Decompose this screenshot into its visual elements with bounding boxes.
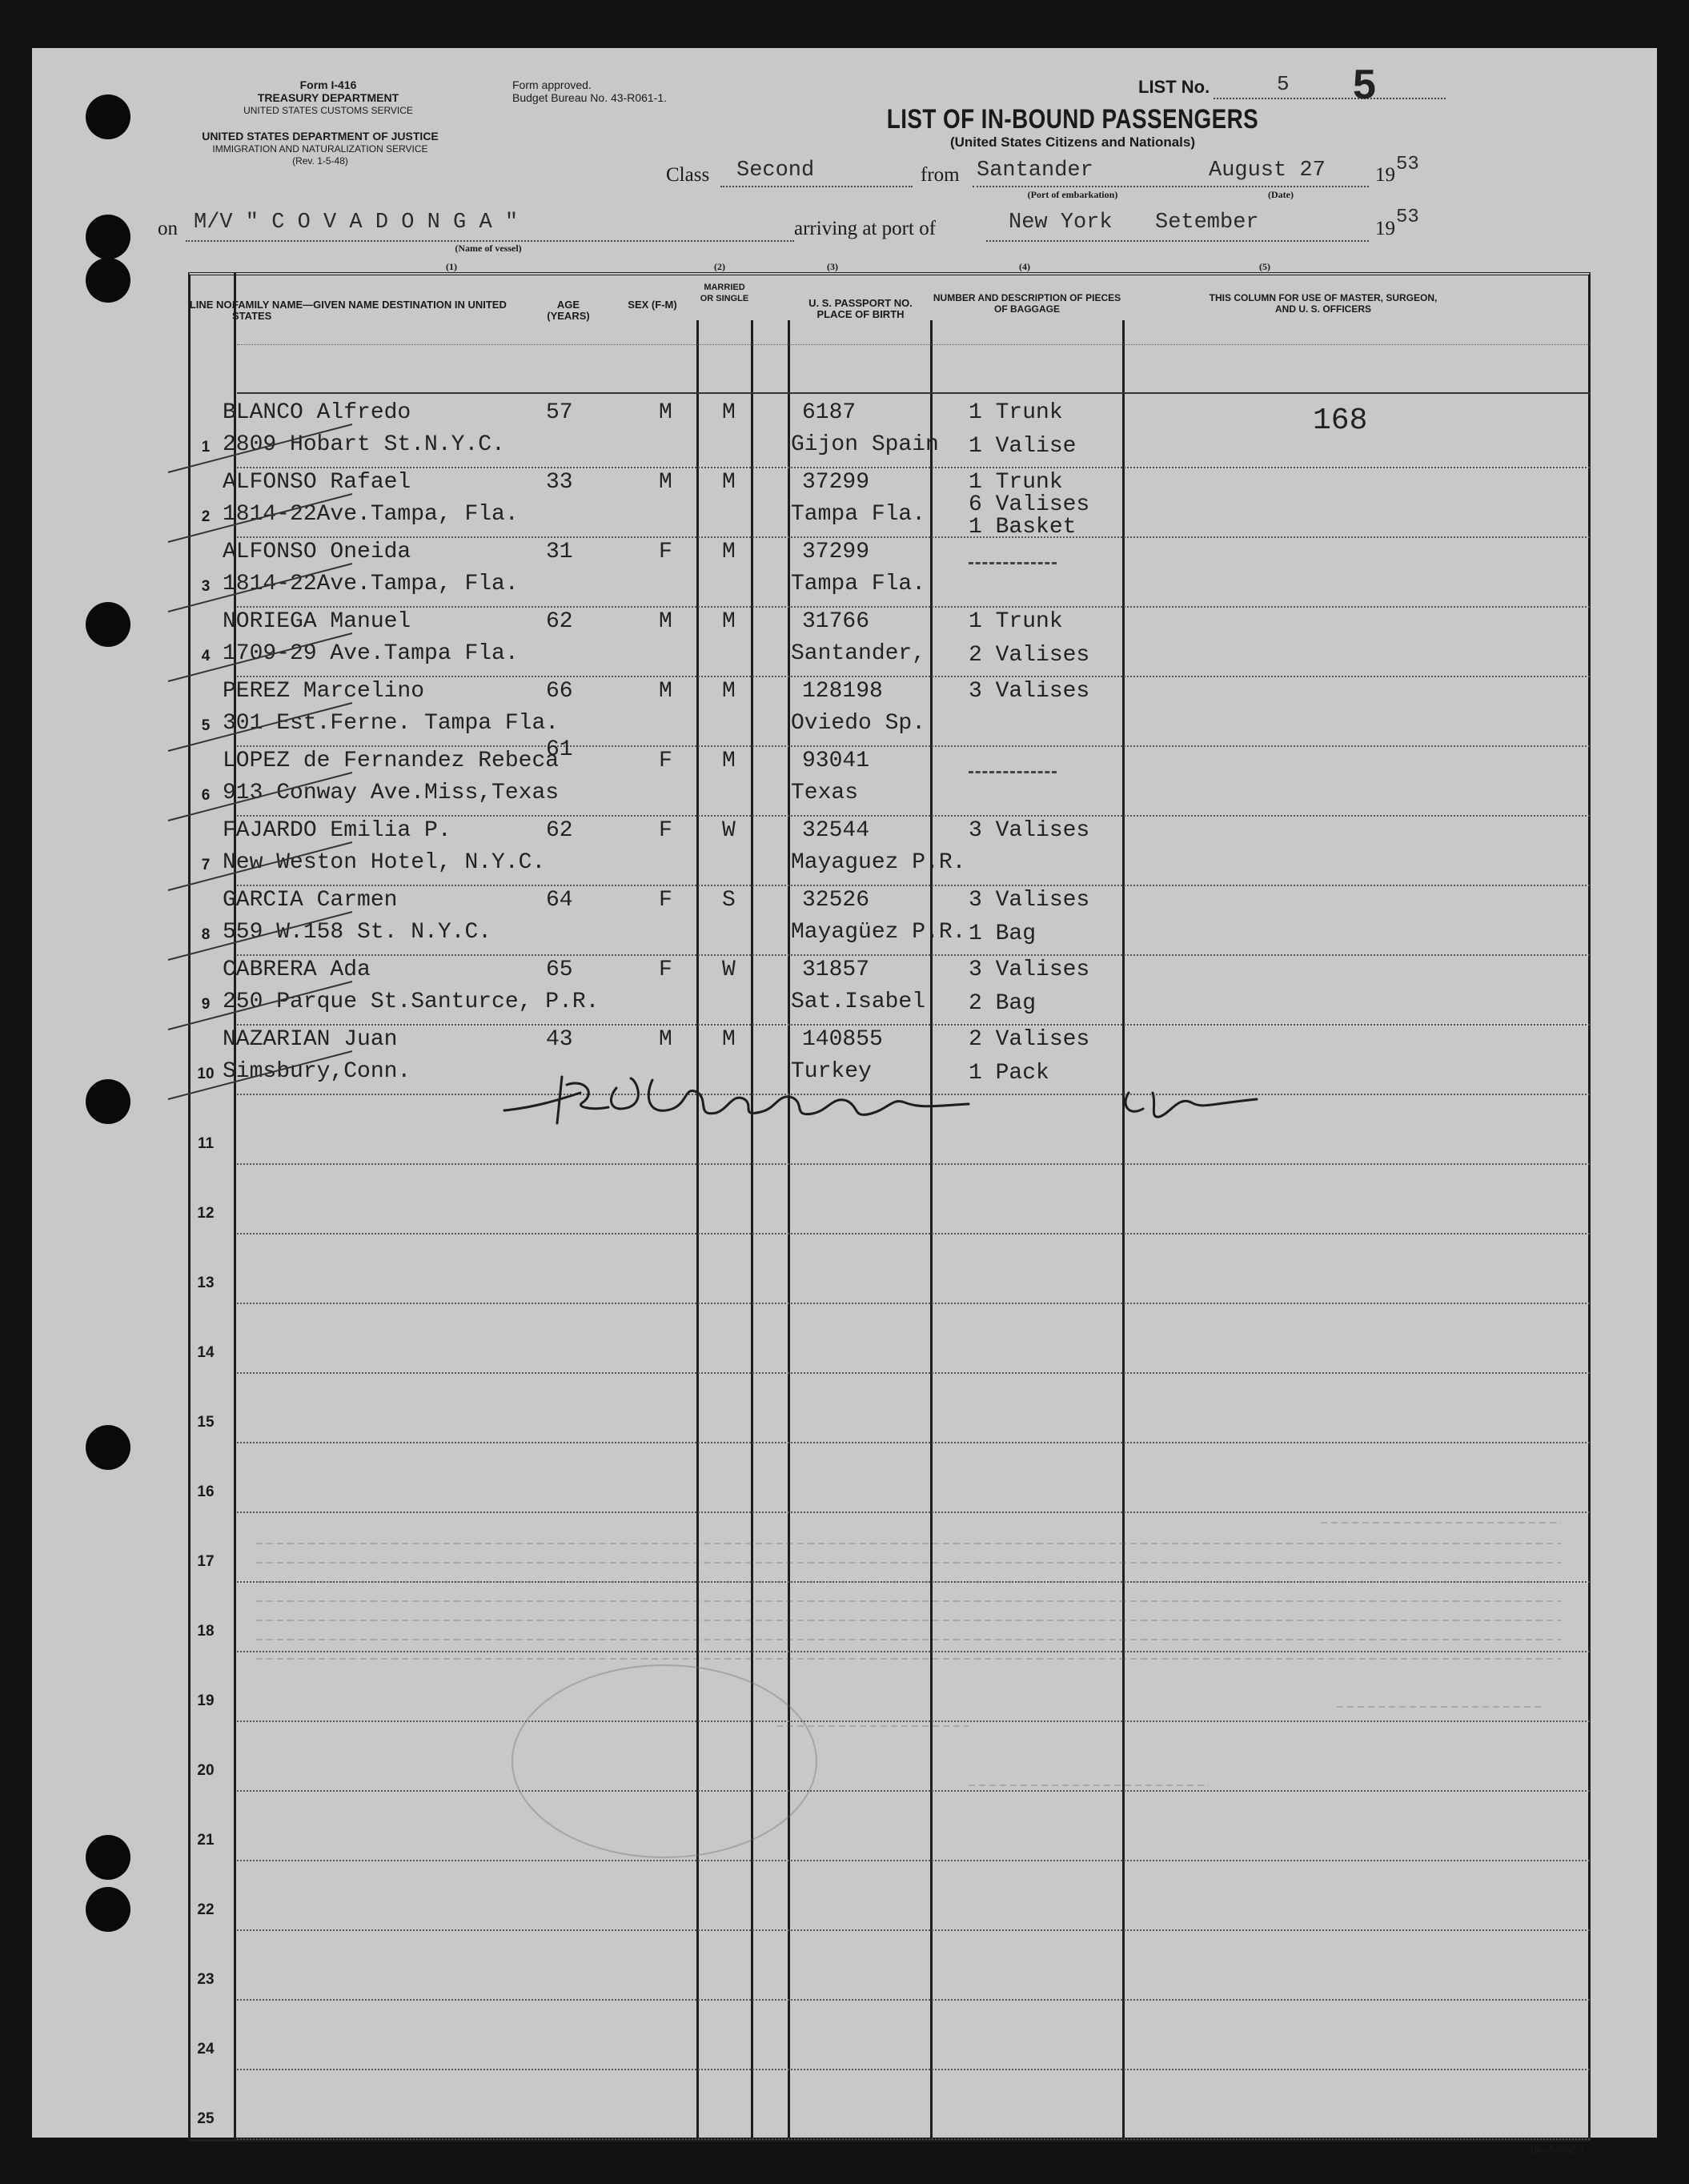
punch-hole: [86, 215, 130, 259]
form-approved: Form approved.: [512, 78, 592, 91]
row-rule: [237, 1024, 1590, 1026]
arrival-line: [986, 240, 1369, 242]
birth-place: Oviedo Sp.: [791, 711, 926, 736]
passenger-name: CABRERA Ada: [223, 958, 371, 982]
row-rule: [237, 1233, 1590, 1235]
passenger-sex: M: [659, 470, 672, 495]
baggage-item: 2 Valises: [969, 643, 1090, 668]
line-number: 23: [197, 1971, 215, 1988]
col-head-age: AGE (YEARS): [547, 299, 590, 322]
passenger-name: LOPEZ de Fernandez Rebeca: [223, 749, 560, 773]
passport-number: 37299: [802, 470, 870, 495]
row-rule: [237, 1303, 1590, 1304]
col-num-3: (3): [827, 261, 838, 272]
row-rule: [237, 745, 1590, 747]
passport-number: 93041: [802, 749, 870, 773]
revision: (Rev. 1-5-48): [292, 155, 348, 167]
birth-place: Sat.Isabel: [791, 990, 926, 1014]
baggage-item: 1 Valise: [969, 434, 1077, 459]
passenger-age: 33: [546, 470, 573, 495]
header-bottom-rule: [237, 392, 1590, 394]
row-rule: [237, 2138, 1590, 2140]
row-rule: [237, 2069, 1590, 2070]
line-number: 24: [197, 2041, 215, 2058]
row-rule: [237, 885, 1590, 886]
col-num-1: (1): [446, 261, 457, 272]
vessel-caption: (Name of vessel): [455, 243, 522, 254]
year-value: 53: [1396, 154, 1419, 175]
vessel-value: M/V " C O V A D O N G A ": [194, 211, 519, 235]
col-head-baggage: NUMBER AND DESCRIPTION OF PIECES OF BAGGAGE: [933, 292, 1121, 315]
row-rule: [237, 1999, 1590, 2001]
col-head-line: LINE NO.: [189, 299, 235, 311]
check-mark-line: [168, 1051, 352, 1099]
check-mark-line: [168, 842, 352, 890]
justice-dept: UNITED STATES DEPARTMENT OF JUSTICE: [202, 130, 439, 143]
passenger-name: NORIEGA Manuel: [223, 609, 411, 634]
row-rule: [237, 1442, 1590, 1443]
birth-place: Gijon Spain: [791, 432, 939, 457]
line-number: 18: [197, 1623, 215, 1640]
row-rule: [237, 536, 1590, 538]
line-number: 17: [197, 1553, 215, 1570]
birth-place: Tampa Fla.: [791, 572, 926, 596]
passenger-age: 31: [546, 540, 573, 564]
check-mark-line: [168, 982, 352, 1030]
punch-hole: [86, 1887, 130, 1932]
passport-number: 128198: [802, 679, 883, 704]
line-number: 1: [201, 439, 211, 456]
birth-place: Santander,: [791, 641, 926, 666]
baggage-item: 6 Valises: [969, 492, 1090, 517]
list-no-stamp: 5: [1353, 62, 1376, 108]
year-prefix: 19: [1375, 164, 1395, 186]
passenger-sex: M: [659, 679, 672, 704]
passenger-address: 1709-29 Ave.Tampa Fla.: [223, 641, 519, 666]
form-number: Form I-416: [299, 78, 357, 91]
baggage-item: 3 Valises: [969, 818, 1090, 843]
row-rule: [237, 606, 1590, 608]
port-caption: (Port of embarkation): [1027, 189, 1118, 200]
line-number: 3: [201, 578, 211, 595]
passenger-marital: M: [722, 540, 736, 564]
baggage-item: 2 Valises: [969, 1027, 1090, 1052]
passport-number: 31857: [802, 958, 870, 982]
punch-hole: [86, 602, 130, 647]
row-rule: [237, 676, 1590, 677]
passenger-marital: W: [722, 958, 736, 982]
passenger-sex: F: [659, 958, 672, 982]
passenger-name: PEREZ Marcelino: [223, 679, 425, 704]
customs-service: UNITED STATES CUSTOMS SERVICE: [243, 105, 413, 116]
baggage-dash: [969, 562, 1057, 564]
passenger-address: 250 Parque St.Santurce, P.R.: [223, 990, 600, 1014]
passenger-address: 913 Conway Ave.Miss,Texas: [223, 781, 560, 805]
passport-number: 140855: [802, 1027, 883, 1052]
line-number: 21: [197, 1832, 215, 1849]
col-num-4: (4): [1019, 261, 1030, 272]
check-marks: [152, 392, 392, 1193]
row-rule: [237, 1163, 1590, 1165]
arrival-year: 53: [1396, 207, 1419, 228]
punch-hole: [86, 1425, 130, 1470]
line-number: 8: [201, 926, 211, 943]
passenger-address: New Weston Hotel, N.Y.C.: [223, 850, 546, 875]
passenger-address: 1814-22Ave.Tampa, Fla.: [223, 572, 519, 596]
passenger-address: 2809 Hobart St.N.Y.C.: [223, 432, 505, 457]
line-number: 19: [197, 1692, 215, 1709]
baggage-item: 3 Valises: [969, 679, 1090, 704]
date-caption: (Date): [1268, 189, 1294, 200]
page-title: LIST OF IN-BOUND PASSENGERS: [886, 104, 1259, 134]
line-number: 10: [197, 1066, 215, 1082]
birth-place: Tampa Fla.: [791, 502, 926, 527]
date-value: August 27: [1209, 159, 1326, 183]
baggage-item: 1 Basket: [969, 515, 1077, 540]
passport-number: 6187: [802, 400, 857, 425]
passenger-name: NAZARIAN Juan: [223, 1027, 398, 1052]
passenger-address: 559 W.158 St. N.Y.C.: [223, 920, 492, 945]
check-mark-line: [168, 703, 352, 751]
baggage-item: 1 Bag: [969, 921, 1037, 946]
passenger-age: 65: [546, 958, 573, 982]
passport-number: 37299: [802, 540, 870, 564]
class-value: Second: [736, 159, 815, 183]
page-subtitle: (United States Citizens and Nationals): [949, 134, 1196, 150]
line-number: 25: [197, 2110, 215, 2127]
from-label: from: [921, 164, 960, 186]
class-line: [720, 186, 913, 187]
check-mark-line: [168, 564, 352, 612]
col-head-sex: SEX (F-M): [628, 299, 677, 311]
passenger-address: Simsbury,Conn.: [223, 1059, 411, 1084]
line-number: 13: [197, 1275, 215, 1291]
col-num-2: (2): [714, 261, 725, 272]
line-number: 7: [201, 857, 211, 873]
port-value: Santander: [977, 159, 1093, 183]
col-head-married: MARRIED OR SINGLE: [700, 283, 749, 303]
arriving-label: arriving at port of: [794, 218, 937, 239]
bleed-through-lines: [248, 1505, 1577, 1953]
passenger-name: ALFONSO Oneida: [223, 540, 411, 564]
line-number: 12: [197, 1205, 215, 1222]
punch-hole: [86, 94, 130, 139]
passenger-sex: F: [659, 749, 672, 773]
passenger-marital: W: [722, 818, 736, 843]
line-number: 5: [201, 717, 211, 734]
passenger-marital: M: [722, 400, 736, 425]
line-number: 22: [197, 1901, 215, 1918]
passenger-sex: M: [659, 400, 672, 425]
passenger-name: GARCIA Carmen: [223, 888, 398, 913]
check-mark-line: [168, 424, 352, 472]
passport-number: 32544: [802, 818, 870, 843]
passenger-marital: M: [722, 749, 736, 773]
on-label: on: [158, 218, 178, 239]
baggage-item: 1 Trunk: [969, 609, 1063, 634]
line-number: 20: [197, 1762, 215, 1779]
col-head-name: FAMILY NAME—GIVEN NAME DESTINATION IN UNITED STATES: [232, 299, 507, 322]
birth-place: Texas: [791, 781, 859, 805]
manifest-page: [32, 48, 1657, 2155]
check-mark-line: [168, 773, 352, 821]
line-number: 9: [201, 996, 211, 1013]
col-heading-rule: [237, 344, 1590, 345]
punch-hole: [86, 1835, 130, 1880]
baggage-item: 1 Trunk: [969, 400, 1063, 425]
passenger-name: FAJARDO Emilia P.: [223, 818, 451, 843]
signature: [488, 1061, 1273, 1133]
class-label: Class: [666, 164, 710, 186]
punch-hole: [86, 258, 130, 303]
row-rule: [237, 954, 1590, 956]
passenger-sex: F: [659, 888, 672, 913]
col-num-5: (5): [1259, 261, 1270, 272]
list-no-typed: 5: [1277, 72, 1290, 96]
passenger-marital: M: [722, 679, 736, 704]
passenger-address: 1814-22Ave.Tampa, Fla.: [223, 502, 519, 527]
line-number: 2: [201, 508, 211, 525]
col-head-passport: U. S. PASSPORT NO. PLACE OF BIRTH: [808, 297, 913, 320]
passenger-age: 62: [546, 609, 573, 634]
line-number: 4: [201, 648, 211, 664]
passenger-marital: S: [722, 888, 736, 913]
officer-note: 168: [1313, 403, 1368, 438]
passenger-marital: M: [722, 1027, 736, 1052]
budget-bureau: Budget Bureau No. 43-R061-1.: [512, 91, 668, 104]
passenger-age: 61: [546, 737, 573, 762]
bleed-through-area: [248, 1505, 1577, 1953]
birth-place: Mayaguez P.R.: [791, 850, 966, 875]
line-number: 11: [197, 1135, 215, 1152]
baggage-dash: [969, 771, 1057, 773]
row-rule: [237, 1372, 1590, 1374]
passenger-age: 66: [546, 679, 573, 704]
treasury-dept: TREASURY DEPARTMENT: [257, 91, 399, 104]
list-no-line: [1214, 98, 1446, 99]
line-number: 15: [197, 1414, 215, 1431]
passenger-marital: M: [722, 470, 736, 495]
row-rule: [237, 815, 1590, 817]
baggage-item: 1 Pack: [969, 1061, 1049, 1086]
passenger-age: 57: [546, 400, 573, 425]
line-number: 6: [201, 787, 211, 804]
line-number: 16: [197, 1483, 215, 1500]
list-no-label: LIST No.: [1138, 77, 1210, 97]
passenger-sex: F: [659, 540, 672, 564]
vessel-line: [186, 240, 794, 242]
from-line: [973, 186, 1369, 187]
check-mark-line: [168, 633, 352, 681]
passenger-name: ALFONSO Rafael: [223, 470, 411, 495]
passenger-age: 64: [546, 888, 573, 913]
punch-hole: [86, 1079, 130, 1124]
passenger-age: 43: [546, 1027, 573, 1052]
line-number: 14: [197, 1344, 215, 1361]
passenger-sex: M: [659, 609, 672, 634]
col-head-officers: THIS COLUMN FOR USE OF MASTER, SURGEON, AND U. S. OFFICERS: [1209, 292, 1438, 315]
passenger-sex: F: [659, 818, 672, 843]
check-mark-line: [168, 912, 352, 960]
baggage-item: 3 Valises: [969, 958, 1090, 982]
arrival-date: Setember: [1155, 211, 1259, 235]
arrival-port: New York: [1009, 211, 1113, 235]
arrival-year-prefix: 19: [1375, 218, 1395, 239]
row-rule: [237, 467, 1590, 468]
birth-place: Turkey: [791, 1059, 872, 1084]
baggage-item: 1 Trunk: [969, 470, 1063, 495]
passenger-marital: M: [722, 609, 736, 634]
footer-code: 16—54652-1: [1529, 2144, 1585, 2155]
baggage-item: 3 Valises: [969, 888, 1090, 913]
passport-number: 31766: [802, 609, 870, 634]
passenger-age: 62: [546, 818, 573, 843]
passenger-name: BLANCO Alfredo: [223, 400, 411, 425]
passenger-address: 301 Est.Ferne. Tampa Fla.: [223, 711, 560, 736]
birth-place: Mayagüez P.R.: [791, 920, 966, 945]
passenger-sex: M: [659, 1027, 672, 1052]
baggage-item: 2 Bag: [969, 991, 1037, 1016]
passport-number: 32526: [802, 888, 870, 913]
check-mark-line: [168, 494, 352, 542]
ins-service: IMMIGRATION AND NATURALIZATION SERVICE: [212, 143, 428, 155]
